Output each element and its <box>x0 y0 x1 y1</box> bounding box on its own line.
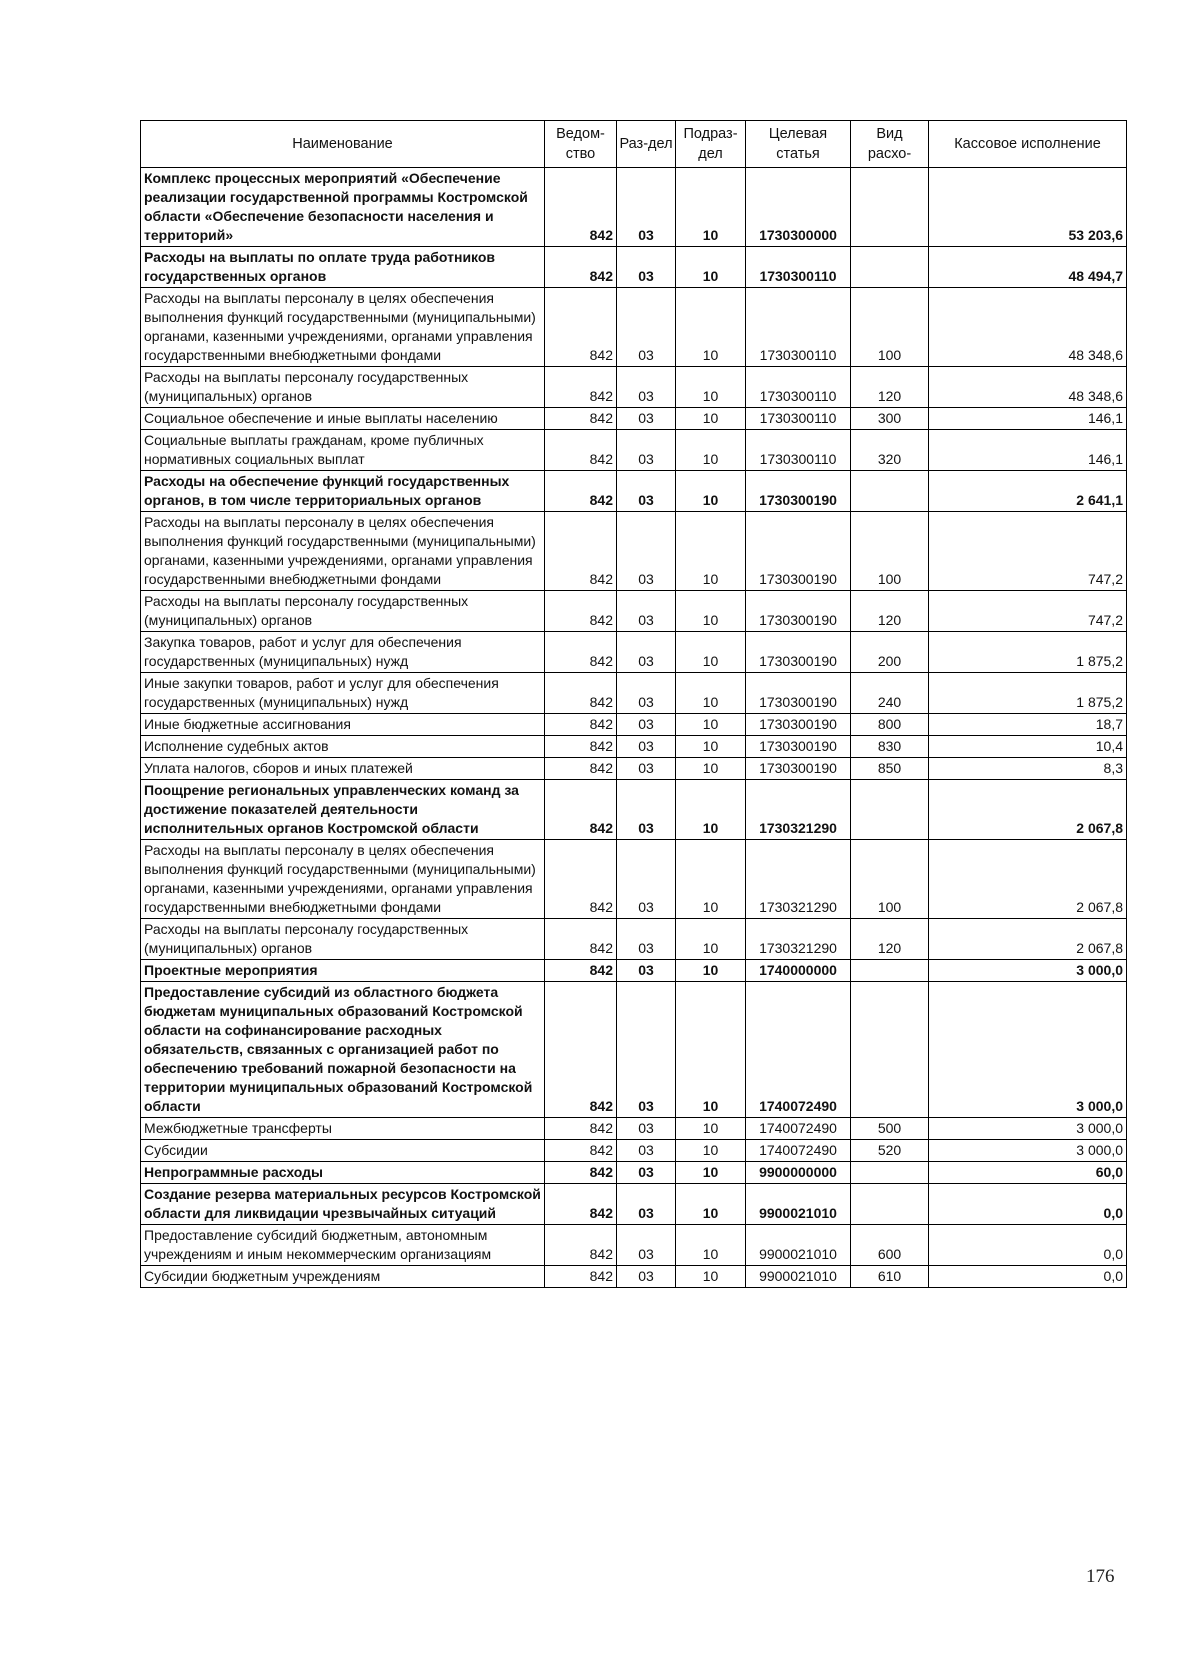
cell-kind <box>851 960 929 982</box>
cell-article: 1730300190 <box>746 736 851 758</box>
cell-subsection: 10 <box>676 758 746 780</box>
cell-subsection: 10 <box>676 736 746 758</box>
budget-execution-table <box>140 120 1127 1288</box>
cell-subsection: 10 <box>676 1184 746 1225</box>
cell-article: 1730300190 <box>746 758 851 780</box>
cell-section: 03 <box>617 673 676 714</box>
cell-name: Расходы на выплаты по оплате труда работников государственных органов <box>141 247 545 288</box>
cell-subsection: 10 <box>676 591 746 632</box>
cell-kind: 830 <box>851 736 929 758</box>
header-dept: Ведом-ство <box>545 121 617 168</box>
cell-subsection: 10 <box>676 367 746 408</box>
table-row <box>141 471 1127 512</box>
cell-amount: 3 000,0 <box>929 960 1127 982</box>
table-row <box>141 919 1127 960</box>
cell-amount: 2 067,8 <box>929 919 1127 960</box>
table-row <box>141 408 1127 430</box>
cell-kind: 200 <box>851 632 929 673</box>
cell-section: 03 <box>617 736 676 758</box>
cell-kind <box>851 780 929 840</box>
cell-name: Уплата налогов, сборов и иных платежей <box>141 758 545 780</box>
cell-subsection: 10 <box>676 1162 746 1184</box>
cell-amount: 8,3 <box>929 758 1127 780</box>
cell-name: Субсидии бюджетным учреждениям <box>141 1266 545 1288</box>
cell-article: 1730300190 <box>746 591 851 632</box>
cell-name: Расходы на выплаты персоналу государственных (муниципальных) органов <box>141 919 545 960</box>
cell-section: 03 <box>617 591 676 632</box>
cell-amount: 0,0 <box>929 1225 1127 1266</box>
cell-subsection: 10 <box>676 632 746 673</box>
cell-section: 03 <box>617 288 676 367</box>
cell-name: Социальные выплаты гражданам, кроме публичных нормативных социальных выплат <box>141 430 545 471</box>
header-section: Раз-дел <box>617 121 676 168</box>
cell-kind: 500 <box>851 1118 929 1140</box>
table-row <box>141 1140 1127 1162</box>
cell-article: 1730300190 <box>746 512 851 591</box>
table-row <box>141 1184 1127 1225</box>
cell-name: Исполнение судебных актов <box>141 736 545 758</box>
cell-section: 03 <box>617 512 676 591</box>
cell-name: Расходы на выплаты персоналу государственных (муниципальных) органов <box>141 591 545 632</box>
table-row <box>141 736 1127 758</box>
cell-name: Поощрение региональных управленческих команд за достижение показателей деятельности исполнительных органов Костромской области <box>141 780 545 840</box>
cell-name: Социальное обеспечение и иные выплаты населению <box>141 408 545 430</box>
cell-dept: 842 <box>545 736 617 758</box>
cell-kind: 120 <box>851 591 929 632</box>
budget-table-sheet <box>140 120 1126 1288</box>
cell-article: 1730300110 <box>746 367 851 408</box>
cell-section: 03 <box>617 1140 676 1162</box>
cell-name: Непрограммные расходы <box>141 1162 545 1184</box>
cell-section: 03 <box>617 367 676 408</box>
cell-subsection: 10 <box>676 780 746 840</box>
table-row <box>141 758 1127 780</box>
table-row <box>141 982 1127 1118</box>
cell-section: 03 <box>617 430 676 471</box>
cell-dept: 842 <box>545 1118 617 1140</box>
table-row <box>141 673 1127 714</box>
cell-article: 1730300190 <box>746 673 851 714</box>
cell-article: 1730300000 <box>746 168 851 247</box>
cell-kind: 600 <box>851 1225 929 1266</box>
cell-section: 03 <box>617 1225 676 1266</box>
cell-amount: 1 875,2 <box>929 632 1127 673</box>
cell-section: 03 <box>617 408 676 430</box>
cell-name: Иные закупки товаров, работ и услуг для обеспечения государственных (муниципальных) нужд <box>141 673 545 714</box>
cell-subsection: 10 <box>676 1266 746 1288</box>
table-row <box>141 512 1127 591</box>
cell-section: 03 <box>617 758 676 780</box>
cell-amount: 48 348,6 <box>929 367 1127 408</box>
cell-subsection: 10 <box>676 714 746 736</box>
cell-dept: 842 <box>545 632 617 673</box>
cell-dept: 842 <box>545 288 617 367</box>
cell-subsection: 10 <box>676 1140 746 1162</box>
cell-subsection: 10 <box>676 471 746 512</box>
cell-subsection: 10 <box>676 288 746 367</box>
cell-amount: 0,0 <box>929 1184 1127 1225</box>
cell-section: 03 <box>617 168 676 247</box>
header-amount: Кассовое исполнение <box>929 121 1127 168</box>
cell-name: Межбюджетные трансферты <box>141 1118 545 1140</box>
cell-amount: 1 875,2 <box>929 673 1127 714</box>
cell-article: 1740000000 <box>746 960 851 982</box>
cell-amount: 10,4 <box>929 736 1127 758</box>
cell-dept: 842 <box>545 780 617 840</box>
cell-dept: 842 <box>545 982 617 1118</box>
table-row <box>141 1225 1127 1266</box>
cell-name: Закупка товаров, работ и услуг для обеспечения государственных (муниципальных) нужд <box>141 632 545 673</box>
cell-article: 9900000000 <box>746 1162 851 1184</box>
cell-amount: 146,1 <box>929 430 1127 471</box>
cell-section: 03 <box>617 247 676 288</box>
cell-subsection: 10 <box>676 840 746 919</box>
cell-dept: 842 <box>545 1225 617 1266</box>
cell-section: 03 <box>617 632 676 673</box>
cell-dept: 842 <box>545 758 617 780</box>
cell-section: 03 <box>617 714 676 736</box>
cell-name: Расходы на выплаты персоналу государственных (муниципальных) органов <box>141 367 545 408</box>
table-body <box>141 168 1127 1288</box>
cell-dept: 842 <box>545 168 617 247</box>
cell-kind <box>851 1184 929 1225</box>
cell-article: 1740072490 <box>746 1140 851 1162</box>
cell-subsection: 10 <box>676 919 746 960</box>
table-row <box>141 247 1127 288</box>
cell-dept: 842 <box>545 367 617 408</box>
cell-kind: 120 <box>851 919 929 960</box>
cell-name: Расходы на обеспечение функций государственных органов, в том числе территориальных органов <box>141 471 545 512</box>
cell-dept: 842 <box>545 591 617 632</box>
cell-kind: 100 <box>851 288 929 367</box>
cell-article: 1730321290 <box>746 840 851 919</box>
cell-subsection: 10 <box>676 512 746 591</box>
cell-dept: 842 <box>545 408 617 430</box>
cell-dept: 842 <box>545 960 617 982</box>
cell-section: 03 <box>617 471 676 512</box>
cell-kind: 100 <box>851 512 929 591</box>
cell-name: Предоставление субсидий бюджетным, автономным учреждениям и иным некоммерческим организациям <box>141 1225 545 1266</box>
cell-article: 9900021010 <box>746 1266 851 1288</box>
cell-article: 1730321290 <box>746 919 851 960</box>
table-row <box>141 1118 1127 1140</box>
cell-dept: 842 <box>545 1162 617 1184</box>
cell-article: 1730300190 <box>746 714 851 736</box>
cell-subsection: 10 <box>676 982 746 1118</box>
table-row <box>141 288 1127 367</box>
cell-article: 1730321290 <box>746 780 851 840</box>
cell-kind <box>851 982 929 1118</box>
table-row <box>141 960 1127 982</box>
cell-amount: 2 641,1 <box>929 471 1127 512</box>
header-subsection: Подраз-дел <box>676 121 746 168</box>
table-row <box>141 367 1127 408</box>
cell-amount: 2 067,8 <box>929 840 1127 919</box>
cell-dept: 842 <box>545 1140 617 1162</box>
cell-section: 03 <box>617 982 676 1118</box>
cell-amount: 48 348,6 <box>929 288 1127 367</box>
cell-kind: 850 <box>851 758 929 780</box>
cell-amount: 146,1 <box>929 408 1127 430</box>
cell-amount: 48 494,7 <box>929 247 1127 288</box>
cell-amount: 0,0 <box>929 1266 1127 1288</box>
cell-dept: 842 <box>545 673 617 714</box>
cell-article: 1740072490 <box>746 1118 851 1140</box>
cell-section: 03 <box>617 960 676 982</box>
cell-amount: 3 000,0 <box>929 1118 1127 1140</box>
cell-section: 03 <box>617 1266 676 1288</box>
cell-dept: 842 <box>545 714 617 736</box>
cell-article: 1740072490 <box>746 982 851 1118</box>
cell-kind <box>851 471 929 512</box>
table-row <box>141 780 1127 840</box>
cell-name: Расходы на выплаты персоналу в целях обеспечения выполнения функций государственными (муниципальными) органами, казенными учреждениями, органами управления государственными внебюджетными фондами <box>141 512 545 591</box>
table-row <box>141 168 1127 247</box>
cell-amount: 2 067,8 <box>929 780 1127 840</box>
cell-name: Расходы на выплаты персоналу в целях обеспечения выполнения функций государственными (муниципальными) органами, казенными учреждениями, органами управления государственными внебюджетными фондами <box>141 840 545 919</box>
cell-name: Создание резерва материальных ресурсов Костромской области для ликвидации чрезвычайных ситуаций <box>141 1184 545 1225</box>
cell-article: 9900021010 <box>746 1225 851 1266</box>
cell-kind: 610 <box>851 1266 929 1288</box>
cell-dept: 842 <box>545 247 617 288</box>
table-row <box>141 632 1127 673</box>
cell-kind: 320 <box>851 430 929 471</box>
cell-section: 03 <box>617 1184 676 1225</box>
cell-article: 1730300190 <box>746 632 851 673</box>
table-row <box>141 430 1127 471</box>
table-row <box>141 840 1127 919</box>
table-header-row <box>141 121 1127 168</box>
cell-kind <box>851 247 929 288</box>
cell-subsection: 10 <box>676 247 746 288</box>
cell-subsection: 10 <box>676 960 746 982</box>
cell-name: Предоставление субсидий из областного бюджета бюджетам муниципальных образований Костромской области на софинансирование расходных обязательств, связанных с организацией работ по обеспечению требований пожарной безопасности на территории муниципальных образований Костромской области <box>141 982 545 1118</box>
cell-dept: 842 <box>545 1266 617 1288</box>
cell-dept: 842 <box>545 1184 617 1225</box>
cell-subsection: 10 <box>676 1225 746 1266</box>
cell-kind: 240 <box>851 673 929 714</box>
cell-kind <box>851 168 929 247</box>
cell-name: Расходы на выплаты персоналу в целях обеспечения выполнения функций государственными (муниципальными) органами, казенными учреждениями, органами управления государственными внебюджетными фондами <box>141 288 545 367</box>
cell-kind: 100 <box>851 840 929 919</box>
cell-amount: 3 000,0 <box>929 982 1127 1118</box>
cell-name: Субсидии <box>141 1140 545 1162</box>
cell-section: 03 <box>617 1162 676 1184</box>
cell-dept: 842 <box>545 430 617 471</box>
cell-amount: 53 203,6 <box>929 168 1127 247</box>
cell-article: 1730300190 <box>746 471 851 512</box>
cell-kind <box>851 1162 929 1184</box>
cell-kind: 300 <box>851 408 929 430</box>
header-kind: Вид расхо- <box>851 121 929 168</box>
cell-subsection: 10 <box>676 673 746 714</box>
cell-article: 1730300110 <box>746 408 851 430</box>
table-row <box>141 1162 1127 1184</box>
table-row <box>141 714 1127 736</box>
cell-name: Иные бюджетные ассигнования <box>141 714 545 736</box>
cell-subsection: 10 <box>676 430 746 471</box>
cell-amount: 3 000,0 <box>929 1140 1127 1162</box>
cell-amount: 747,2 <box>929 512 1127 591</box>
cell-article: 9900021010 <box>746 1184 851 1225</box>
cell-name: Проектные мероприятия <box>141 960 545 982</box>
cell-article: 1730300110 <box>746 288 851 367</box>
header-name: Наименование <box>141 121 545 168</box>
cell-name: Комплекс процессных мероприятий «Обеспечение реализации государственной программы Костромской области «Обеспечение безопасности населения и территорий» <box>141 168 545 247</box>
table-row <box>141 591 1127 632</box>
cell-amount: 18,7 <box>929 714 1127 736</box>
page-number: 176 <box>1086 1566 1115 1587</box>
cell-subsection: 10 <box>676 408 746 430</box>
cell-dept: 842 <box>545 919 617 960</box>
cell-section: 03 <box>617 1118 676 1140</box>
cell-dept: 842 <box>545 512 617 591</box>
table-row <box>141 1266 1127 1288</box>
cell-amount: 747,2 <box>929 591 1127 632</box>
cell-kind: 800 <box>851 714 929 736</box>
cell-article: 1730300110 <box>746 247 851 288</box>
cell-subsection: 10 <box>676 168 746 247</box>
cell-section: 03 <box>617 919 676 960</box>
cell-amount: 60,0 <box>929 1162 1127 1184</box>
cell-kind: 520 <box>851 1140 929 1162</box>
cell-dept: 842 <box>545 471 617 512</box>
cell-section: 03 <box>617 780 676 840</box>
cell-article: 1730300110 <box>746 430 851 471</box>
cell-section: 03 <box>617 840 676 919</box>
cell-dept: 842 <box>545 840 617 919</box>
cell-kind: 120 <box>851 367 929 408</box>
header-article: Целевая статья <box>746 121 851 168</box>
cell-subsection: 10 <box>676 1118 746 1140</box>
